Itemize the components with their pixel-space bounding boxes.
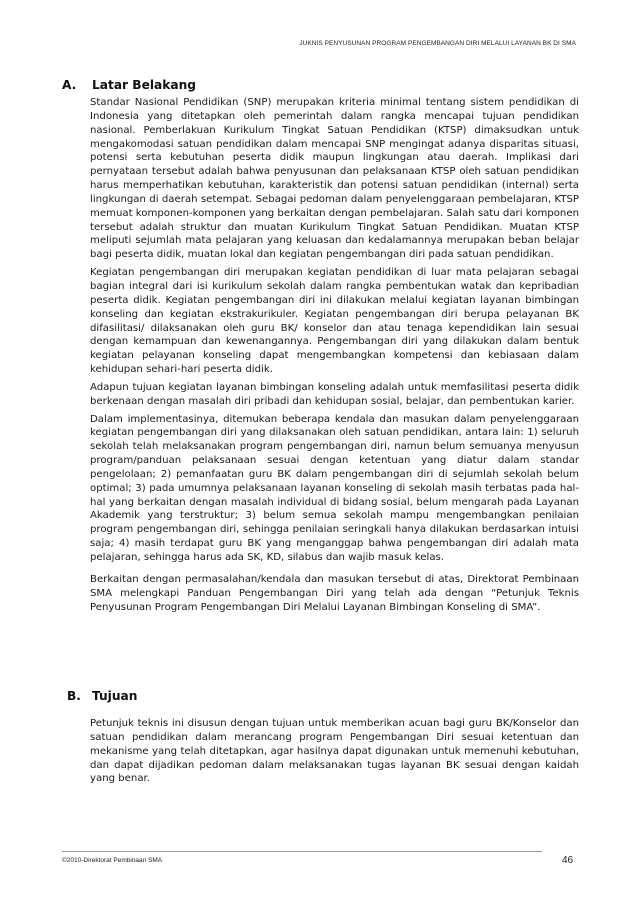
- footer-copyright: ©2010-Direktorat Pembinaan SMA: [62, 857, 163, 864]
- section-b-heading: [67, 689, 137, 703]
- paragraph: Standar Nasional Pendidikan (SNP) merupakan kriteria minimal tentang sistem pendidikan di Indonesia yang ditetapkan oleh pemerintah dalam rangka mencapai tujuan pendidikan nasional. Pemberlakuan Kurikulum Tingkat Satuan Pendidikan (KTSP) dimaksudkan untuk mengakomodasi satuan pendidikan dalam mencapai SNP mengingat adanya disparitas situasi, potensi serta kebutuhan peserta didik maupun lingkungan atau daerah. Implikasi dari pernyataan tersebut adalah bahwa penyusunan dan pelaksanaan KTSP oleh satuan pendidikan harus memperhatikan kebutuhan, karakteristik dan potensi satuan pendidikan (internal) serta lingkungan di daerah setempat. Sebagai pedoman dalam penyelenggaraan pembelajaran, KTSP memuat komponen-komponen yang berkaitan dengan pembelajaran. Salah satu dari komponen tersebut adalah struktur dan muatan Kurikulum Tingkat Satuan Pendidikan. Muatan KTSP meliputi sejumlah mata pelajaran yang keluasan dan kedalamannya merupakan beban belajar bagi peserta didik, muatan lokal dan kegiatan pengembangan diri pada satuan pendidikan.: [90, 97, 579, 261]
- paragraph: Petunjuk teknis ini disusun dengan tujuan untuk memberikan acuan bagi guru BK/Konselor dan satuan pendidikan dalam merancang program Pengembangan Diri sesuai ketentuan dan mekanisme yang telah ditetapkan, agar hasilnya dapat digunakan untuk memenuhi kebutuhan, dan dapat dijadikan pedoman dalam melaksanakan tugas layanan BK sesuai dengan kaidah yang benar.: [90, 718, 579, 785]
- page-number: 46: [562, 855, 574, 866]
- section-a-heading: [62, 78, 196, 92]
- footer-divider: [62, 851, 542, 852]
- running-header: JUKNIS PENYUSUNAN PROGRAM PENGEMBANGAN DIRI MELALUI LAYANAN BK DI SMA: [299, 40, 576, 47]
- paragraph: Berkaitan dengan permasalahan/kendala dan masukan tersebut di atas, Direktorat Pembinaan SMA melengkapi Panduan Pengembangan Diri yang telah ada dengan “Petunjuk Teknis Penyusunan Program Pengembangan Diri Melalui Layanan Bimbingan Konseling di SMA”.: [90, 573, 579, 613]
- section-b-number: B.: [67, 689, 81, 703]
- section-a-body: [90, 96, 579, 618]
- paragraph: Adapun tujuan kegiatan layanan bimbingan konseling adalah untuk memfasilitasi peserta didik berkenaan dengan masalah diri pribadi dan kehidupan sosial, belajar, dan pembentukan karier.: [90, 381, 579, 407]
- section-a-number: A.: [62, 78, 77, 92]
- section-b-body: [90, 717, 579, 790]
- section-b-title: Tujuan: [92, 689, 138, 703]
- paragraph: Kegiatan pengembangan diri merupakan kegiatan pendidikan di luar mata pelajaran sebagai bagian integral dari isi kurikulum sekolah dalam rangka pembentukan watak dan kepribadian peserta didik. Kegiatan pengembangan diri ini dilakukan melalui kegiatan layanan bimbingan konseling dan kegiatan ekstrakurikuler. Kegiatan pengembangan diri berupa pelayanan BK difasilitasi/ dilaksanakan oleh guru BK/ konselor dan atau tenaga kependidikan lain sesuai dengan kemampuan dan kewenangannya. Pengembangan diri yang dilakukan dalam bentuk kegiatan pelayanan konseling dapat mengembangkan kompetensi dan kebiasaan dalam kehidupan sehari-hari peserta didik.: [90, 267, 579, 376]
- paragraph: Dalam implementasinya, ditemukan beberapa kendala dan masukan dalam penyelenggaraan kegiatan pengembangan diri yang dilaksanakan oleh satuan pendidikan, antara lain: 1) seluruh sekolah telah melaksanakan program pengembangan diri, namun belum semuanya menyusun program/panduan pelaksanaan sesuai dengan ketentuan yang diatur dalam standar pengelolaan; 2) pemanfaatan guru BK dalam pengembangan diri di sejumlah sekolah belum optimal; 3) pada umumnya pelaksanaan layanan konseling di sekolah masih terbatas pada hal-hal yang berkaitan dengan masalah individual di bidang sosial, belum mengarah pada Layanan Akademik yang terstruktur; 3) belum semua sekolah mampu mengembangkan penilaian program pengembangan diri, sehingga penilaian seringkali hanya dilakukan berdasarkan intuisi saja; 4) masih terdapat guru BK yang menganggap bahwa pengembangan diri adalah mata pelajaran, sehingga harus ada SK, KD, silabus dan wajib masuk kelas.: [90, 413, 579, 563]
- section-a-title: Latar Belakang: [92, 78, 196, 92]
